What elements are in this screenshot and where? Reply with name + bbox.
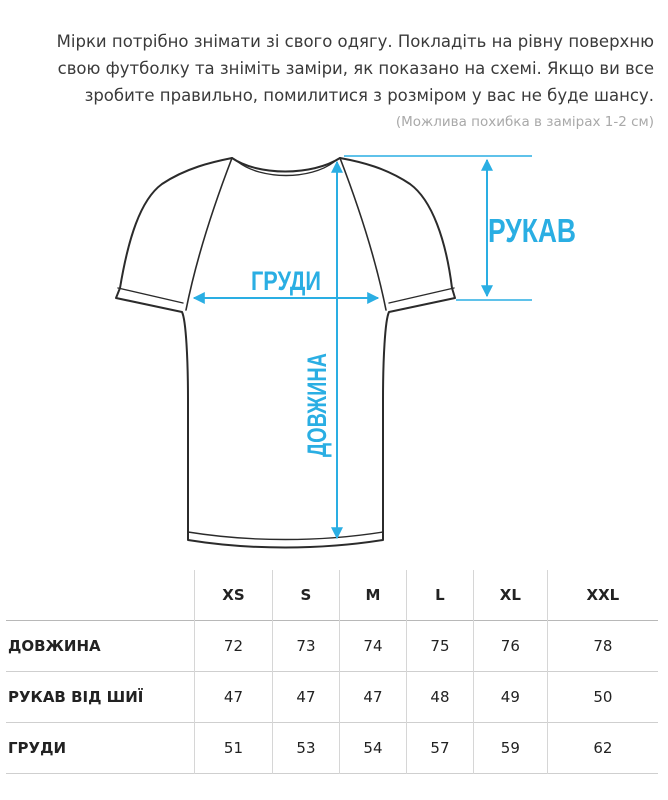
size-header: S: [272, 570, 339, 621]
table-cell: 47: [272, 672, 339, 723]
table-row: [6, 621, 658, 672]
table-cell: 76: [473, 621, 547, 672]
table-cell: 49: [473, 672, 547, 723]
table-row: [6, 672, 658, 723]
size-header: XS: [195, 570, 273, 621]
size-header: M: [339, 570, 406, 621]
table-cell: 53: [272, 723, 339, 774]
size-header: XL: [473, 570, 547, 621]
table-cell: 73: [272, 621, 339, 672]
table-corner: [6, 570, 195, 621]
row-label: РУКАВ ВІД ШИЇ: [8, 688, 144, 706]
table-cell: 75: [406, 621, 473, 672]
table-cell: 50: [547, 672, 658, 723]
table-cell: 59: [473, 723, 547, 774]
table-cell: 62: [547, 723, 658, 774]
table-cell: 48: [406, 672, 473, 723]
sleeve-label: РУКАВ: [488, 212, 576, 249]
size-table: [6, 570, 658, 774]
table-cell: 47: [339, 672, 406, 723]
table-cell: 57: [406, 723, 473, 774]
tshirt-outline: [116, 158, 455, 548]
table-row: [6, 723, 658, 774]
measurement-note: (Можлива похибка в замірах 1-2 см): [395, 114, 654, 130]
tshirt-diagram: [0, 140, 668, 570]
row-label: ДОВЖИНА: [8, 637, 101, 655]
length-label: ДОВЖИНА: [302, 315, 332, 457]
table-cell: 72: [195, 621, 273, 672]
size-header: XXL: [547, 570, 658, 621]
table-cell: 54: [339, 723, 406, 774]
table-cell: 78: [547, 621, 658, 672]
table-cell: 74: [339, 621, 406, 672]
table-cell: 47: [195, 672, 273, 723]
length-measurement: [302, 162, 337, 538]
size-header-row: [6, 570, 658, 621]
row-label: ГРУДИ: [8, 739, 67, 757]
intro-text: Мірки потрібно знімати зі свого одягу. Покладіть на рівну поверхню свою футболку та зніміть заміри, як показано на схемі. Якщо ви все зробите правильно, помилитися з розміром у вас не буде шансу.: [56, 32, 654, 105]
chest-label: ГРУДИ: [251, 266, 321, 296]
table-cell: 51: [195, 723, 273, 774]
size-header: L: [406, 570, 473, 621]
chest-measurement: [194, 266, 378, 298]
